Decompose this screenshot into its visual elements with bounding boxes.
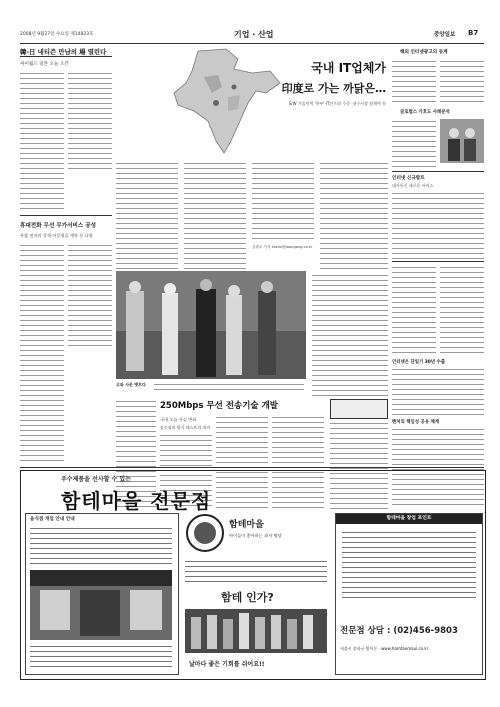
wireless-subtitle: 국내 오늘 사실 변화 [160, 417, 197, 422]
story2-title: 휴대전화 무선 무가서비스 공성 [20, 223, 97, 229]
date-line: 2008년 9월27일 수요일 제14823호 [20, 32, 94, 37]
side-story-body [312, 273, 388, 399]
right-box3-body-2 [392, 265, 436, 355]
wireless-subtitle-2: 송신장치 방식 테스트의 의미 [160, 425, 211, 430]
photo-caption-title: 고와 사운 뱃트다 [116, 382, 146, 387]
ad-middle-text [185, 559, 327, 585]
award-photo [440, 119, 484, 163]
feature-deck: S/W 기술인력 '풍부'·IT인프라 수준 ·내수시장 잠재력 등 [288, 101, 386, 106]
right-box2-body [392, 119, 436, 167]
right-box1-title: 해외 인터넷광고의 동계 [400, 50, 448, 55]
divider [392, 261, 484, 262]
right-column [392, 45, 484, 465]
right-box4-title: 인터넷은 단일기 30년 수출 [392, 360, 446, 365]
masthead-rule [20, 43, 484, 44]
feature-body-col3 [252, 161, 314, 241]
right-box1-body-col2 [440, 59, 484, 105]
ad-right-list [342, 530, 476, 602]
divider [20, 215, 112, 216]
ad-middle-panel [181, 513, 331, 673]
story1-subtitle: 싸이월드 일본 오늘 오픈 [20, 62, 69, 67]
page-number: B7 [468, 29, 479, 37]
feature-headline [246, 59, 386, 107]
right-box3-body-3 [440, 265, 484, 355]
right-box3-body [392, 191, 484, 259]
right-box2-title: 글로벌스 가호도 사례분석 [400, 110, 450, 115]
ad-address: 서울시 송파구 방이동 · www.hamtaemaul.co.kr [340, 646, 429, 651]
ad-right-panel [335, 513, 483, 675]
divider [392, 171, 484, 172]
right-box1-body-col1 [392, 59, 436, 105]
story1-body-col2 [68, 71, 112, 171]
ad-right-heading: 함테마을 창업 포인트 [336, 514, 482, 524]
photo-caption-text [154, 382, 304, 392]
right-box3-title: 인터넷 신규발트 [392, 176, 425, 181]
storefront-photo [30, 570, 172, 640]
right-box4-body [392, 367, 484, 415]
story1-body [20, 71, 64, 211]
ad-left-table [30, 526, 172, 566]
right-box3-subtitle: 대사통신 새로운 서비스 [392, 183, 434, 188]
feature-body-col1 [116, 161, 178, 269]
divider [20, 56, 112, 57]
ad-middle-tagline: 아이들이 좋아하는 과자 명당 [229, 533, 282, 538]
ad-left-panel [25, 513, 179, 675]
right-box5-title: 벤처의 책임성 공유 체계 [392, 420, 440, 425]
feature-body-col4 [320, 161, 388, 269]
ad-left-notes [30, 644, 172, 670]
ad-logo-emblem [185, 513, 225, 553]
product-photo [185, 609, 327, 653]
story2-body-col2 [68, 243, 112, 348]
ad-phone: 전문점 상담 : (02)456-9803 [340, 626, 458, 636]
feature-byline: 김광수 기자 kskim@joongang.co.kr [252, 245, 313, 249]
ad-middle-heading: 함테마을 [229, 520, 264, 530]
feature-body-col2 [184, 161, 246, 269]
feature-title-line2: 印度로 가는 까닭은… [281, 82, 386, 95]
ad-left-heading: 음식점 개업 안내 안내 [30, 517, 75, 522]
advertisement [20, 470, 486, 680]
ad-top-rule [20, 467, 484, 468]
masthead [20, 28, 484, 42]
feature-block [116, 45, 388, 465]
paper-name: 중앙일보 [434, 32, 456, 38]
ad-footer-slogan: 날마다 좋은 기회를 쉬어요!! [189, 661, 265, 668]
ad-slogan: 함테 인가? [221, 591, 274, 604]
section-title: 기업 · 산업 [234, 30, 274, 39]
left-column [20, 45, 112, 465]
feature-title-line1: 국내 IT업체가 [311, 61, 386, 75]
story2-body [20, 243, 64, 461]
story2-subtitle: 통합 전자의 갈색 어플형을 계약 등 다양 [20, 233, 93, 238]
wireless-headline: 250Mbps 무선 전송기술 개발 [160, 401, 278, 411]
ad-brand: 함테마을 전문점 [61, 489, 212, 513]
runway-photo [116, 271, 306, 379]
ad-banner: 우수제품을 선사할 수 있는 [61, 476, 132, 483]
stamp-box [330, 399, 388, 419]
story1-title: 韓-日 네티즌 만남의 場 열린다 [20, 48, 107, 56]
